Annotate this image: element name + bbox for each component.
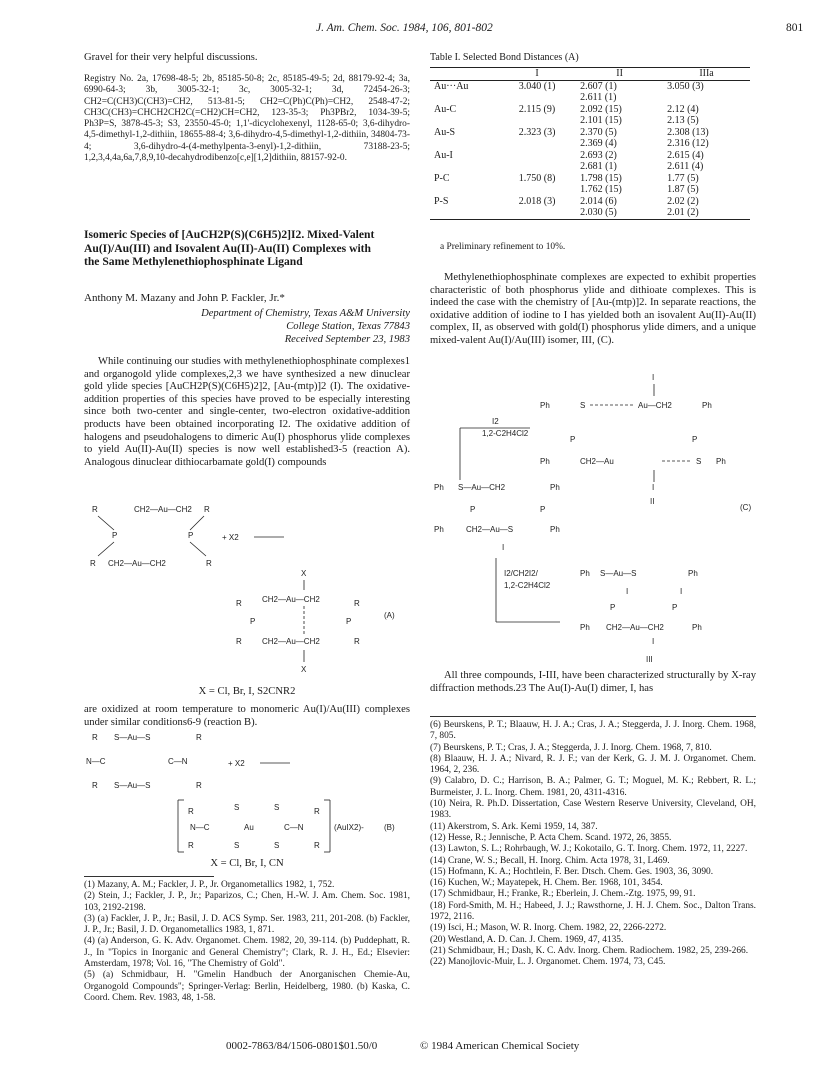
- svg-text:Au—CH2: Au—CH2: [638, 401, 672, 410]
- svg-text:S—Au—S: S—Au—S: [114, 733, 151, 742]
- label-i: I: [502, 543, 505, 552]
- value-ii: 2.607 (1): [580, 80, 617, 92]
- footer-code: 0002-7863/84/1506-0801$01.50/0: [226, 1040, 378, 1052]
- bond-name: P-C: [434, 172, 450, 184]
- reference: (12) Hesse, R.; Jennische, P. Acta Chem. Scand. 1972, 26, 3855.: [430, 832, 672, 843]
- registry-numbers: Registry No. 2a, 17698-48-5; 2b, 85185-50-8; 2c, 85185-49-5; 2d, 88179-92-4; 3a, 6990-64-3; 3b, 3005-32-1; 3c, 3005-32-1; 3d, 72454-26-3; CH2=C(CH3)C(CH3)=CH2, 513-81-5; CH2=C(Ph)C(Ph)=CH2, 2548-47-2; CH3C(CH3)=CHCH2CH2C(=CH2)CH=CH2, 123-35-3; Ph3PBr2, 1034-39-5; Ph3P=S, 3878-45-3; S3, 23550-45-0; 1,1'-dicyclohexenyl, 1128-65-0; 3,6-dihydro-4,5-dimethyl-1,2-dithiin, 18655-88-4; 3,6-dihydro-4,5-dimethyl-1,2-dithiin, 34804-73-4; 3,6-dihydro-4-(4-methylpenta-3-enyl)-1,2-dithiin, 73188-23-5; 1,2,3,4,4a,6a,7,8,9,10-decahydrodibenzo[c,e][1,2]dithiin, 88157-92-0.: [84, 74, 410, 164]
- svg-text:CH2—Au—CH2: CH2—Au—CH2: [262, 595, 320, 604]
- value-ii: 2.611 (1): [580, 92, 617, 103]
- scheme-c-reagent-2: I2/CH2I2/: [504, 569, 538, 578]
- value-i: 3.040 (1): [518, 80, 556, 92]
- reference: (14) Crane, W. S.; Becall, H. Inorg. Chim. Acta 1978, 31, L469.: [430, 855, 670, 866]
- svg-text:CH2—Au—CH2: CH2—Au—CH2: [606, 623, 664, 632]
- intro-paragraph: While continuing our studies with methylenethiophosphinate complexes1 and organogold ylide complexes,2,3 we have synthesized a new dinuclear gold ylide species [AuCH2P(S)(C6H5)2]2, [Au-(mtp)]2 (I). The oxidative-addition properties of this species have proved to be especially interesting since both two-center and single-center, two-electron oxidative-addition products have been obtained incorporating I2. The oxidative addition of halogens and pseudohalogens to dimeric Au(I) phosphorus ylide complexes to yield Au(II)-Au(II) species is now well established3-5 (reaction A). Analogous dinuclear dithiocarbamate gold(I) compounds: [84, 356, 410, 468]
- svg-text:R: R: [206, 559, 212, 568]
- svg-text:R: R: [196, 781, 202, 790]
- svg-text:Ph: Ph: [580, 623, 590, 632]
- reference: (10) Neira, R. Ph.D. Dissertation, Case Western Reserve University, Cleveland, OH, 1983.: [430, 799, 756, 821]
- value-i: 2.018 (3): [498, 196, 576, 220]
- reaction-scheme-a: [84, 498, 414, 683]
- svg-text:R: R: [188, 807, 194, 816]
- svg-text:S—Au—CH2: S—Au—CH2: [458, 483, 506, 492]
- label-iii: III: [646, 655, 653, 664]
- value-iii: 1.87 (5): [667, 184, 699, 195]
- scheme-b-anion: (AuIX2)-: [334, 823, 364, 832]
- reference: (20) Westland, A. D. Can. J. Chem. 1969, 47, 4135.: [430, 934, 624, 945]
- bond-name: Au-I: [434, 149, 453, 161]
- svg-text:R: R: [354, 599, 360, 608]
- reaction-scheme-b: [84, 730, 414, 855]
- scheme-a-xlabel: X = Cl, Br, I, S2CNR2: [198, 686, 296, 697]
- scheme-a-label: (A): [384, 611, 395, 620]
- authors: Anthony M. Mazany and John P. Fackler, Jr.*: [84, 292, 285, 304]
- svg-text:P: P: [692, 435, 698, 444]
- svg-text:P: P: [540, 505, 546, 514]
- svg-text:I: I: [652, 637, 655, 646]
- scheme-b-xlabel: X = Cl, Br, I, CN: [210, 858, 284, 869]
- value-ii: 2.030 (5): [580, 207, 617, 218]
- value-ii: 2.370 (5): [580, 126, 617, 138]
- value-iii: 1.77 (5): [667, 172, 699, 184]
- reference: (11) Akerstrom, S. Ark. Kemi 1959, 14, 387.: [430, 821, 598, 832]
- svg-text:R: R: [188, 841, 194, 850]
- svg-text:S—Au—S: S—Au—S: [600, 569, 637, 578]
- reference: (5) (a) Schmidbaur, H. "Gmelin Handbuch der Anorganischen Chemie-Au, Organogold Compounds"; Springer-Verlag: Berlin, Heidelberg, 1980. (b) Kaska, C. Coord. Chem. Rev. 1983, 48, 1-58.: [84, 970, 410, 1003]
- svg-text:Ph: Ph: [434, 483, 444, 492]
- svg-text:R: R: [92, 781, 98, 790]
- value-i: 2.323 (3): [518, 126, 556, 138]
- reference: (7) Beurskens, P. T.; Cras, J. A.; Steggerda, J. J. Inorg. Chem. 1968, 7, 810.: [430, 742, 712, 753]
- article-title: Isomeric Species of [AuCH2P(S)(C6H5)2]I2. Mixed-Valent Au(I)/Au(III) and Isovalent Au(II)-Au(II) Complexes with the Same Methylenethiophosphinate Ligand: [84, 228, 375, 268]
- reference: (2) Stein, J.; Fackler, J. P., Jr.; Paparizos, C.; Chen, H.-W. J. Am. Chem. Soc. 1981, 103, 2192-2198.: [84, 891, 410, 913]
- value-i: 1.750 (8): [518, 172, 556, 184]
- svg-text:S: S: [696, 457, 702, 466]
- value-iii: 2.308 (13): [667, 126, 709, 138]
- svg-text:Ph: Ph: [550, 525, 560, 534]
- svg-text:C—N: C—N: [284, 823, 304, 832]
- footer-copyright: © 1984 American Chemical Society: [420, 1040, 580, 1052]
- bond-name: Au-S: [434, 126, 456, 138]
- reference: (1) Mazany, A. M.; Fackler, J. P., Jr. Organometallics 1982, 1, 752.: [84, 880, 335, 890]
- svg-text:Ph: Ph: [702, 401, 712, 410]
- svg-text:I: I: [626, 587, 629, 596]
- acknowledgment: Gravel for their very helpful discussions.: [84, 52, 258, 63]
- affiliation-line-1: Department of Chemistry, Texas A&M University: [201, 308, 410, 319]
- svg-text:R: R: [236, 599, 242, 608]
- svg-text:Ph: Ph: [688, 569, 698, 578]
- table-row: [430, 150, 750, 173]
- svg-text:S: S: [580, 401, 586, 410]
- value-iii: 2.01 (2): [667, 207, 699, 218]
- svg-text:CH2—Au: CH2—Au: [580, 457, 614, 466]
- svg-text:Au: Au: [244, 823, 254, 832]
- table-footnote: a Preliminary refinement to 10%.: [440, 242, 566, 252]
- references-left: [84, 880, 410, 1004]
- bond-distance-table: [430, 67, 750, 220]
- reference: (16) Kuchen, W.; Mayatepek, H. Chem. Ber. 1968, 101, 3454.: [430, 878, 663, 889]
- references-right: [430, 720, 756, 969]
- svg-text:S: S: [274, 841, 280, 850]
- xray-paragraph: All three compounds, I-III, have been characterized structurally by X-ray diffraction methods.23 The Au(I)-Au(I) dimer, I, has: [430, 670, 756, 694]
- svg-text:C—N: C—N: [168, 757, 188, 766]
- scheme-b-label: (B): [384, 823, 395, 832]
- svg-text:Ph: Ph: [434, 525, 444, 534]
- svg-text:R: R: [236, 637, 242, 646]
- svg-text:R: R: [196, 733, 202, 742]
- bond-name: Au···Au: [434, 80, 469, 92]
- svg-text:S: S: [234, 841, 240, 850]
- table-row: [430, 196, 750, 220]
- table-header: IIIa: [663, 68, 750, 81]
- value-iii: 2.615 (4): [667, 149, 704, 161]
- value-ii: 1.762 (15): [580, 184, 622, 195]
- svg-text:Ph: Ph: [716, 457, 726, 466]
- table-row: [430, 104, 750, 127]
- value-ii: 2.014 (6): [580, 195, 617, 207]
- svg-text:Ph: Ph: [550, 483, 560, 492]
- svg-text:X: X: [301, 665, 307, 674]
- reference: (4) (a) Anderson, G. K. Adv. Organomet. Chem. 1982, 20, 39-114. (b) Puddephatt, R. J., In "Topics in Inorganic and General Chemistry"; Clark, R. J. H., Ed.; Elsevier: Amsterdam, 1978; Vol. 16, "The Chemistry of Gold".: [84, 936, 410, 970]
- svg-text:Ph: Ph: [580, 569, 590, 578]
- reaction-scheme-c: [430, 372, 760, 664]
- svg-text:Ph: Ph: [540, 401, 550, 410]
- footnote-rule-right: [430, 716, 756, 717]
- svg-text:X: X: [301, 569, 307, 578]
- table-row: [430, 173, 750, 196]
- svg-text:CH2—Au—CH2: CH2—Au—CH2: [108, 559, 166, 568]
- reference: (21) Schmidbaur, H.; Dash, K. C. Adv. Inorg. Chem. Radiochem. 1982, 25, 239-266.: [430, 945, 749, 956]
- value-iii: 2.12 (4): [667, 103, 699, 115]
- value-ii: 2.681 (1): [580, 161, 617, 172]
- svg-text:Ph: Ph: [692, 623, 702, 632]
- svg-text:R: R: [92, 733, 98, 742]
- value-ii: 1.798 (15): [580, 172, 622, 184]
- page-number: 801: [786, 22, 804, 34]
- value-iii: 2.611 (4): [667, 161, 704, 172]
- affiliation-line-2: College Station, Texas 77843: [286, 321, 410, 332]
- value-iii: 2.13 (5): [667, 115, 699, 126]
- svg-text:P: P: [610, 603, 616, 612]
- svg-text:I: I: [652, 483, 655, 492]
- scheme-a-plus: + X2: [222, 533, 239, 542]
- value-ii: 2.693 (2): [580, 149, 617, 161]
- table-row: [430, 127, 750, 150]
- label-ii: II: [650, 497, 655, 506]
- svg-text:S—Au—S: S—Au—S: [114, 781, 151, 790]
- svg-text:P: P: [188, 531, 194, 540]
- svg-text:Ph: Ph: [540, 457, 550, 466]
- table-header: I: [498, 68, 576, 81]
- mtp-paragraph: Methylenethiophosphinate complexes are expected to exhibit properties characteristic of both phosphorus ylide and dithioate complexes. This is indeed the case with the chemistry of [Au-(mtp)]2. In separate reactions, the oxidative addition of iodine to I has yielded both an isovalent Au(II)-Au(II) complex, II, as observed with gold(I) phosphorus ylide dimers, and a unique mixed-valent Au(I)/Au(III) isomer, III, (C).: [430, 272, 756, 346]
- scheme-c-label: (C): [740, 503, 752, 512]
- value-iii: 2.316 (12): [667, 138, 709, 149]
- svg-text:R: R: [90, 559, 96, 568]
- scheme-c-solvent-2: 1,2-C2H4Cl2: [504, 581, 551, 590]
- value-i: 2.115 (9): [518, 103, 556, 115]
- value-ii: 2.369 (4): [580, 138, 617, 149]
- svg-text:S: S: [274, 803, 280, 812]
- received-date: Received September 23, 1983: [284, 334, 410, 345]
- svg-text:R: R: [204, 505, 210, 514]
- reference: (3) (a) Fackler, J. P., Jr.; Basil, J. D. ACS Symp. Ser. 1983, 211, 201-208. (b) Fackler, J. P., Jr.; Basil, J. D. Organometallics 1983, 1, 871.: [84, 913, 410, 936]
- reference: (22) Manojlovic-Muir, L. J. Organomet. Chem. 1974, 73, C45.: [430, 957, 666, 968]
- svg-text:P: P: [570, 435, 576, 444]
- reference: (8) Blaauw, H. J. A.; Nivard, R. J. F.; van der Kerk, G. J. M. J. Organomet. Chem. 1964, 2, 236.: [430, 753, 756, 776]
- svg-text:P: P: [672, 603, 678, 612]
- svg-text:CH2—Au—S: CH2—Au—S: [466, 525, 514, 534]
- scheme-b-plus: + X2: [228, 759, 245, 768]
- svg-text:R: R: [92, 505, 98, 514]
- table-row: [430, 80, 750, 104]
- svg-text:P: P: [346, 617, 352, 626]
- reaction-b-intro: are oxidized at room temperature to monomeric Au(I)/Au(III) complexes under similar conditions6-9 (reaction B).: [84, 704, 410, 728]
- reference: (9) Calabro, D. C.; Harrison, B. A.; Palmer, G. T.; Moguel, M. K.; Rebbert, R. L.; Burmeister, J. L. Inorg. Chem. 1981, 20, 4311-4316.: [430, 776, 756, 798]
- footnote-rule-left: [84, 876, 214, 877]
- svg-text:N—C: N—C: [190, 823, 210, 832]
- svg-text:CH2—Au—CH2: CH2—Au—CH2: [134, 505, 192, 514]
- reference: (13) Lawton, S. L.; Rohrbaugh, W. J.; Kokotailo, G. T. Inorg. Chem. 1972, 11, 2227.: [430, 844, 748, 855]
- value-i: [498, 150, 576, 173]
- svg-text:R: R: [314, 841, 320, 850]
- svg-text:P: P: [112, 531, 118, 540]
- svg-text:S: S: [234, 803, 240, 812]
- scheme-c-solvent: 1,2-C2H4Cl2: [482, 429, 529, 438]
- svg-text:R: R: [314, 807, 320, 816]
- svg-text:CH2—Au—CH2: CH2—Au—CH2: [262, 637, 320, 646]
- table-header: II: [576, 68, 663, 81]
- reference: (6) Beurskens, P. T.; Blaauw, H. J. A.; Cras, J. A.; Steggerda, J. J. Inorg. Chem. 1968, 7, 805.: [430, 720, 756, 742]
- bond-name: Au-C: [434, 103, 457, 115]
- svg-text:R: R: [354, 637, 360, 646]
- scheme-c-reagent: I2: [492, 417, 499, 426]
- table-header: [430, 68, 498, 81]
- value-iii: 2.02 (2): [667, 195, 699, 207]
- value-ii: 2.101 (15): [580, 115, 622, 126]
- svg-text:P: P: [470, 505, 476, 514]
- svg-text:I: I: [680, 587, 683, 596]
- journal-header: J. Am. Chem. Soc. 1984, 106, 801-802: [316, 22, 493, 34]
- value-iii: 3.050 (3): [667, 80, 704, 92]
- table-caption: Table I. Selected Bond Distances (A): [430, 52, 579, 63]
- bond-name: P-S: [430, 196, 498, 220]
- svg-text:P: P: [250, 617, 256, 626]
- svg-text:I: I: [652, 373, 655, 382]
- reference: (18) Ford-Smith, M. H.; Habeed, J. J.; Rawsthorne, J. H. J. Chem. Soc., Dalton Trans. 1972, 2116.: [430, 900, 756, 923]
- reference: (17) Schmidbaur, H.; Franke, R.; Eberlein, J. Chem.-Ztg. 1975, 99, 91.: [430, 889, 696, 900]
- reference: (15) Hofmann, K. A.; Hochtlein, F. Ber. Dtsch. Chem. Ges. 1903, 36, 3090.: [430, 866, 714, 877]
- reference: (19) Isci, H.; Mason, W. R. Inorg. Chem. 1982, 22, 2266-2272.: [430, 923, 667, 934]
- svg-text:N—C: N—C: [86, 757, 106, 766]
- value-ii: 2.092 (15): [580, 103, 622, 115]
